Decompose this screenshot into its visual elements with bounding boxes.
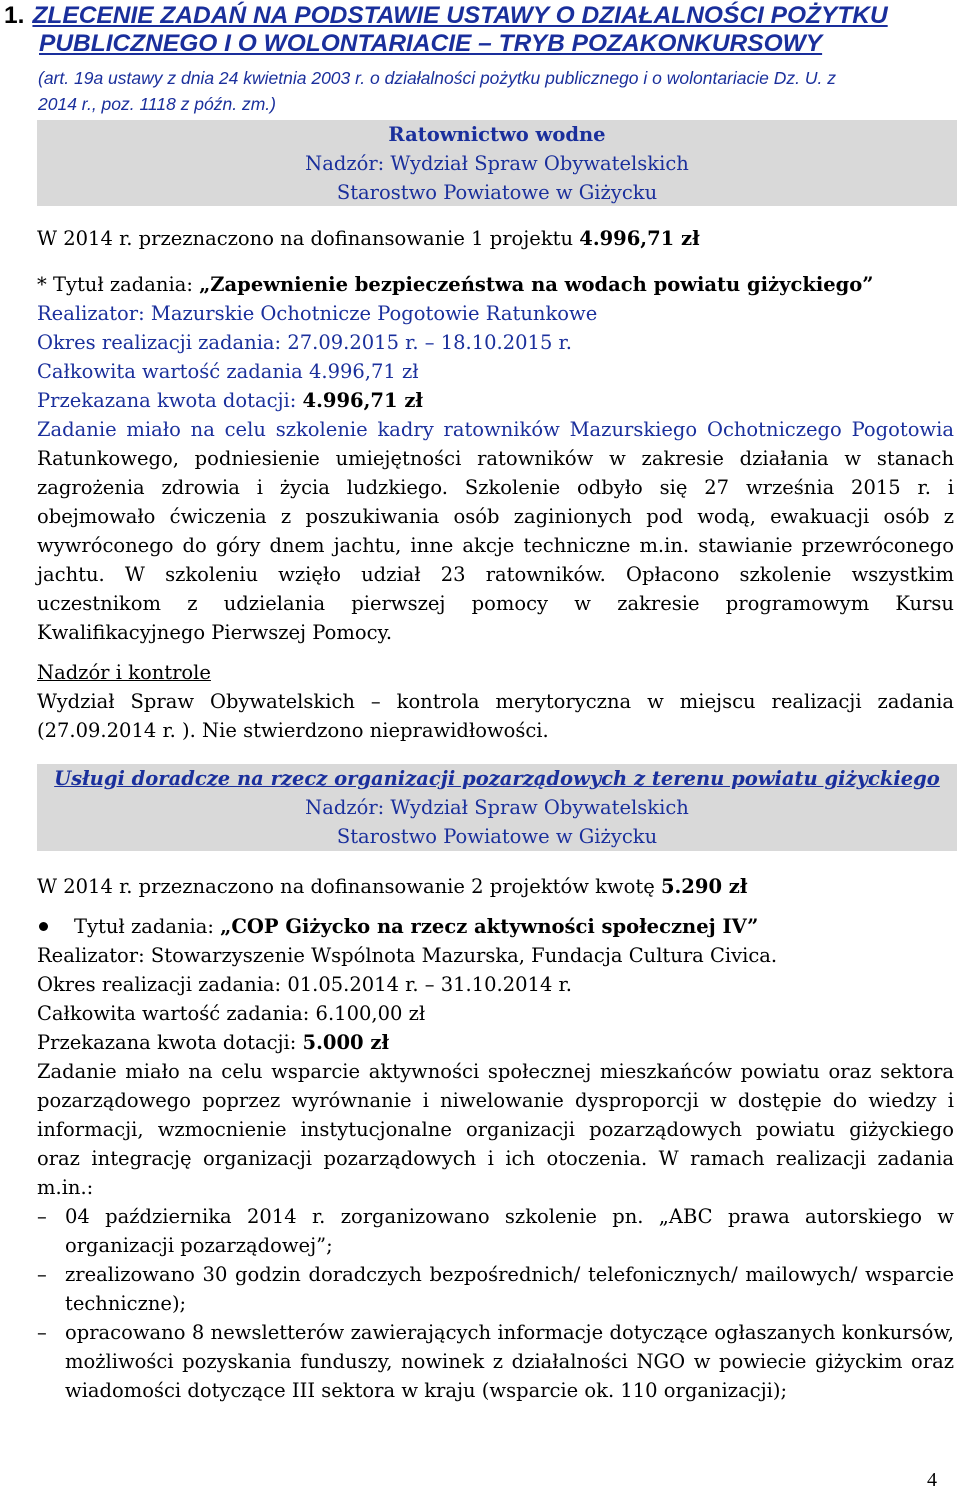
supervision-text-line-1: Wydział Spraw Obywatelskich – kontrola merytoryczna w miejscu realizacji zadania [37, 690, 954, 713]
section1-funding-text: W 2014 r. przeznaczono na dofinansowanie 1 projektu [37, 227, 580, 250]
list-item-text: zrealizowano 30 godzin doradczych bezpośrednich/ telefonicznych/ mailowych/ wsparcie techniczne); [65, 1263, 954, 1315]
section1-office: Starostwo Powiatowe w Giżycku [336, 181, 658, 204]
section2-period: Okres realizacji zadania: 01.05.2014 r. – 31.10.2014 r. [37, 973, 572, 996]
list-item-text: opracowano 8 newsletterów zawierających informacje dotyczące ogłaszanych konkursów, możliwości pozyskania funduszy, nowinek z działalności NGO w powiecie giżyckim oraz wiadomości dotyczące III sektora w kraju (wsparcie ok. 110 organizacji); [65, 1321, 954, 1402]
section2-task-title-value: „COP Giżycko na rzecz aktywności społecznej IV” [220, 915, 759, 938]
page-number: 4 [927, 1469, 937, 1491]
legal-reference-line-1: (art. 19a ustawy z dnia 24 kwietnia 2003 r. o działalności pożytku publicznego i o wolontariacie Dz. U. z [38, 68, 836, 88]
section1-funding-amount: 4.996,71 zł [579, 227, 700, 250]
section2-grant-label: Przekazana kwota dotacji: [37, 1031, 303, 1054]
section1-task-title-label: * Tytuł zadania: [37, 273, 200, 296]
section1-description-line: Kwalifikacyjnego Pierwszej Pomocy. [37, 621, 393, 644]
heading-line-2: PUBLICZNEGO I O WOLONTARIACIE – TRYB POZAKONKURSOWY [39, 30, 823, 57]
heading-number: 1. [4, 2, 25, 29]
section1-description-line: wywróconego do góry dnem jachtu, inne akcje techniczne m.in. stawianie przewróconego [37, 534, 954, 557]
section1-description-line: obejmowało ćwiczenia z poszukiwania osób zaginionych pod wodą, ewakuacji osób z [37, 505, 954, 528]
section1-header-box [37, 120, 957, 206]
section2-grant-amount: 5.000 zł [302, 1031, 389, 1054]
section2-task-title [37, 912, 954, 941]
section1-description-line: zagrożenia zdrowia i życia ludzkiego. Szkolenie odbyło się 27 września 2015 r. i [37, 476, 954, 499]
section1-grant-amount: 4.996,71 zł [302, 389, 423, 412]
dash-marker: – [37, 1263, 47, 1286]
bullet-icon [39, 922, 48, 931]
section1-description-line: Zadanie miało na celu szkolenie kadry ratowników Mazurskiego Ochotniczego Pogotowia [37, 418, 954, 441]
section1-title: Ratownictwo wodne [388, 123, 606, 146]
section2-description-line: m.in.: [37, 1176, 94, 1199]
heading-line-1: ZLECENIE ZADAŃ NA PODSTAWIE USTAWY O DZIAŁALNOŚCI POŻYTKU [32, 2, 888, 29]
section2-description-line: informacji, wzmocnienie instytucjonalne organizacji pozarządowych powiatu giżyckiego [37, 1118, 954, 1141]
section2-description-line: pozarządowego poprzez wyrównanie i niwelowanie dysproporcji w dostępie do wiedzy i [37, 1089, 954, 1112]
section2-grant [37, 1028, 954, 1057]
section1-description-line: Ratunkowego, podniesienie umiejętności ratowników w zakresie działania w stanach [37, 447, 954, 470]
supervision-text-line-2: (27.09.2014 r. ). Nie stwierdzono nieprawidłowości. [37, 719, 549, 742]
section1-total-value: Całkowita wartość zadania 4.996,71 zł [37, 360, 419, 383]
list-item-text: 04 października 2014 r. zorganizowano szkolenie pn. „ABC prawa autorskiego w organizacji pozarządowej”; [65, 1205, 954, 1257]
dash-marker: – [37, 1321, 47, 1344]
section2-task-title-label: Tytuł zadania: [74, 915, 221, 938]
section2-office: Starostwo Powiatowe w Giżycku [336, 825, 658, 848]
section1-funding [37, 224, 954, 253]
section2-description-line: oraz integrację organizacji pozarządowych i ich otoczenia. W ramach realizacji zadania [37, 1147, 954, 1170]
section2-header-box [37, 764, 957, 851]
section1-description-line: uczestnikom z udzielania pierwszej pomocy w zakresie programowym Kursu [37, 592, 954, 615]
section2-funding-amount: 5.290 zł [660, 875, 748, 898]
section1-task-title [37, 270, 954, 299]
legal-reference-line-2: 2014 r., poz. 1118 z późn. zm.) [38, 94, 276, 114]
dash-marker: – [37, 1205, 47, 1228]
section2-title: Usługi doradcze na rzecz organizacji pozarządowych z terenu powiatu giżyckiego [54, 767, 940, 790]
legal-reference [38, 65, 953, 117]
section-heading [4, 2, 954, 58]
section1-description-line: jachtu. W szkoleniu wzięło udział 23 ratowników. Opłacono szkolenie wszystkim [37, 563, 954, 586]
section1-implementer: Realizator: Mazurskie Ochotnicze Pogotowie Ratunkowe [37, 302, 598, 325]
section2-funding-text: W 2014 r. przeznaczono na dofinansowanie 2 projektów kwotę [37, 875, 661, 898]
section1-grant [37, 386, 954, 415]
section2-supervision: Nadzór: Wydział Spraw Obywatelskich [305, 796, 689, 819]
section2-total-value: Całkowita wartość zadania: 6.100,00 zł [37, 1002, 426, 1025]
supervision-heading: Nadzór i kontrole [37, 661, 211, 684]
section1-supervision: Nadzór: Wydział Spraw Obywatelskich [305, 152, 689, 175]
section1-task-title-value: „Zapewnienie bezpieczeństwa na wodach powiatu giżyckiego” [199, 273, 874, 296]
section2-implementer: Realizator: Stowarzyszenie Wspólnota Mazurska, Fundacja Cultura Civica. [37, 944, 778, 967]
section1-period: Okres realizacji zadania: 27.09.2015 r. – 18.10.2015 r. [37, 331, 572, 354]
section2-description-line: Zadanie miało na celu wsparcie aktywności społecznej mieszkańców powiatu oraz sektora [37, 1060, 954, 1083]
section1-grant-label: Przekazana kwota dotacji: [37, 389, 303, 412]
section2-funding [37, 872, 954, 901]
